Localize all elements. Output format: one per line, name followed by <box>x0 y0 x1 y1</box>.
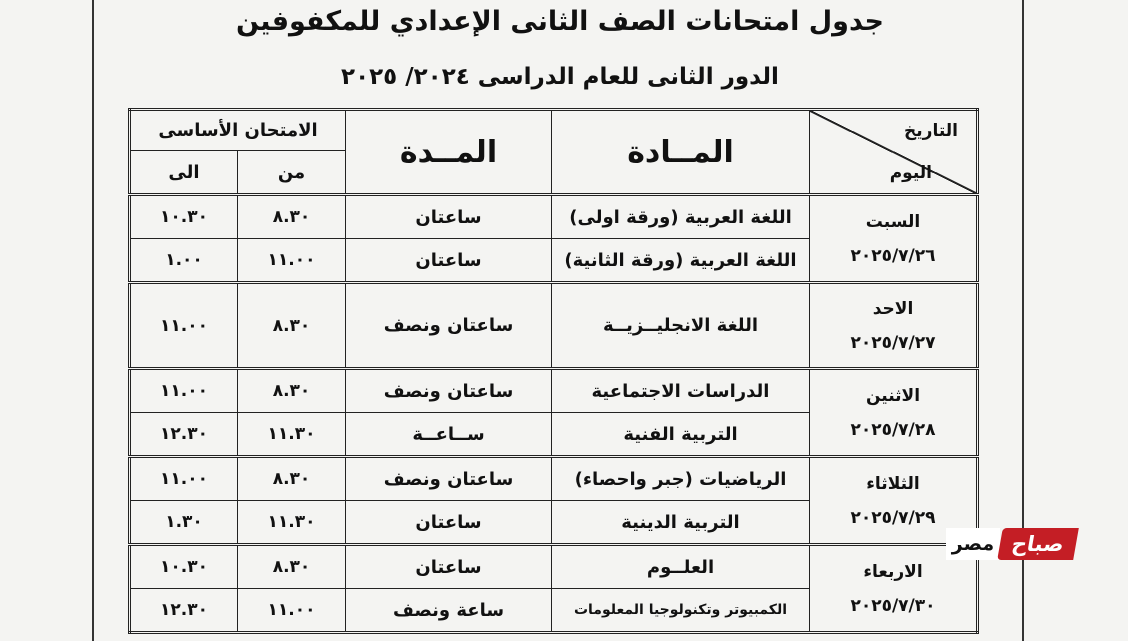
subject-cell: الدراسات الاجتماعية <box>552 369 810 413</box>
table-row <box>130 457 978 501</box>
date-header-label: التاريخ <box>904 121 958 141</box>
subject-header: المــادة <box>552 110 810 195</box>
subject-cell: التربية الدينية <box>552 501 810 545</box>
exam-schedule-table <box>128 108 979 634</box>
duration-cell: ســاعــة <box>346 413 552 457</box>
day-name: الاربعاء <box>863 561 923 582</box>
from-cell: ١١.٠٠ <box>238 239 346 283</box>
to-cell: ١١.٠٠ <box>130 457 238 501</box>
day-header-label: اليوم <box>889 163 932 183</box>
table-row <box>130 369 978 413</box>
to-header: الى <box>130 151 238 195</box>
from-cell: ١١.٠٠ <box>238 589 346 633</box>
page-title: جدول امتحانات الصف الثانى الإعدادي للمكفوفين <box>236 6 884 37</box>
day-date: ٢٠٢٥/٧/٢٩ <box>850 507 936 528</box>
duration-cell: ساعتان <box>346 545 552 589</box>
subject-cell: اللغة الانجليــزيــة <box>552 283 810 369</box>
from-header: من <box>238 151 346 195</box>
watermark-part2: مصر <box>946 528 1000 560</box>
table-row <box>130 195 978 239</box>
to-cell: ١.٣٠ <box>130 501 238 545</box>
date-day-header <box>810 110 978 195</box>
day-name: الاحد <box>872 298 914 319</box>
duration-cell: ساعتان ونصف <box>346 457 552 501</box>
day-date: ٢٠٢٥/٧/٢٧ <box>850 332 936 353</box>
to-cell: ١٢.٣٠ <box>130 413 238 457</box>
subject-cell: الرياضيات (جبر واحصاء) <box>552 457 810 501</box>
day-name: السبت <box>865 211 921 232</box>
duration-cell: ساعتان ونصف <box>346 283 552 369</box>
watermark-logo <box>896 527 1076 561</box>
subject-cell: الكمبيوتر وتكنولوجيا المعلومات <box>552 589 810 633</box>
from-cell: ٨.٣٠ <box>238 283 346 369</box>
from-cell: ٨.٣٠ <box>238 195 346 239</box>
to-cell: ١٠.٣٠ <box>130 545 238 589</box>
day-date: ٢٠٢٥/٧/٢٦ <box>850 245 936 266</box>
subject-cell: اللغة العربية (ورقة الثانية) <box>552 239 810 283</box>
duration-cell: ساعتان <box>346 239 552 283</box>
header-row <box>130 110 978 151</box>
day-name: الثلاثاء <box>866 473 920 494</box>
from-cell: ٨.٣٠ <box>238 369 346 413</box>
from-cell: ٨.٣٠ <box>238 545 346 589</box>
day-cell <box>810 283 978 369</box>
from-cell: ١١.٣٠ <box>238 501 346 545</box>
to-cell: ١٠.٣٠ <box>130 195 238 239</box>
page-subtitle: الدور الثانى للعام الدراسى ٢٠٢٤/ ٢٠٢٥ <box>341 64 779 90</box>
day-date: ٢٠٢٥/٧/٣٠ <box>850 595 936 616</box>
day-cell <box>810 369 978 457</box>
page-border-left <box>92 0 94 641</box>
from-cell: ١١.٣٠ <box>238 413 346 457</box>
table-row <box>130 545 978 589</box>
duration-cell: ساعة ونصف <box>346 589 552 633</box>
basic-exam-header: الامتحان الأساسى <box>130 110 346 151</box>
from-cell: ٨.٣٠ <box>238 457 346 501</box>
day-date: ٢٠٢٥/٧/٢٨ <box>850 419 936 440</box>
day-cell <box>810 195 978 283</box>
duration-header: المــدة <box>346 110 552 195</box>
subject-cell: اللغة العربية (ورقة اولى) <box>552 195 810 239</box>
day-name: الاثنين <box>865 385 921 406</box>
watermark-part1: صباح <box>997 528 1079 560</box>
to-cell: ١١.٠٠ <box>130 283 238 369</box>
to-cell: ١٢.٣٠ <box>130 589 238 633</box>
duration-cell: ساعتان <box>346 195 552 239</box>
to-cell: ١١.٠٠ <box>130 369 238 413</box>
subject-cell: التربية الفنية <box>552 413 810 457</box>
subject-cell: العلــوم <box>552 545 810 589</box>
duration-cell: ساعتان <box>346 501 552 545</box>
duration-cell: ساعتان ونصف <box>346 369 552 413</box>
to-cell: ١.٠٠ <box>130 239 238 283</box>
table-row <box>130 283 978 369</box>
